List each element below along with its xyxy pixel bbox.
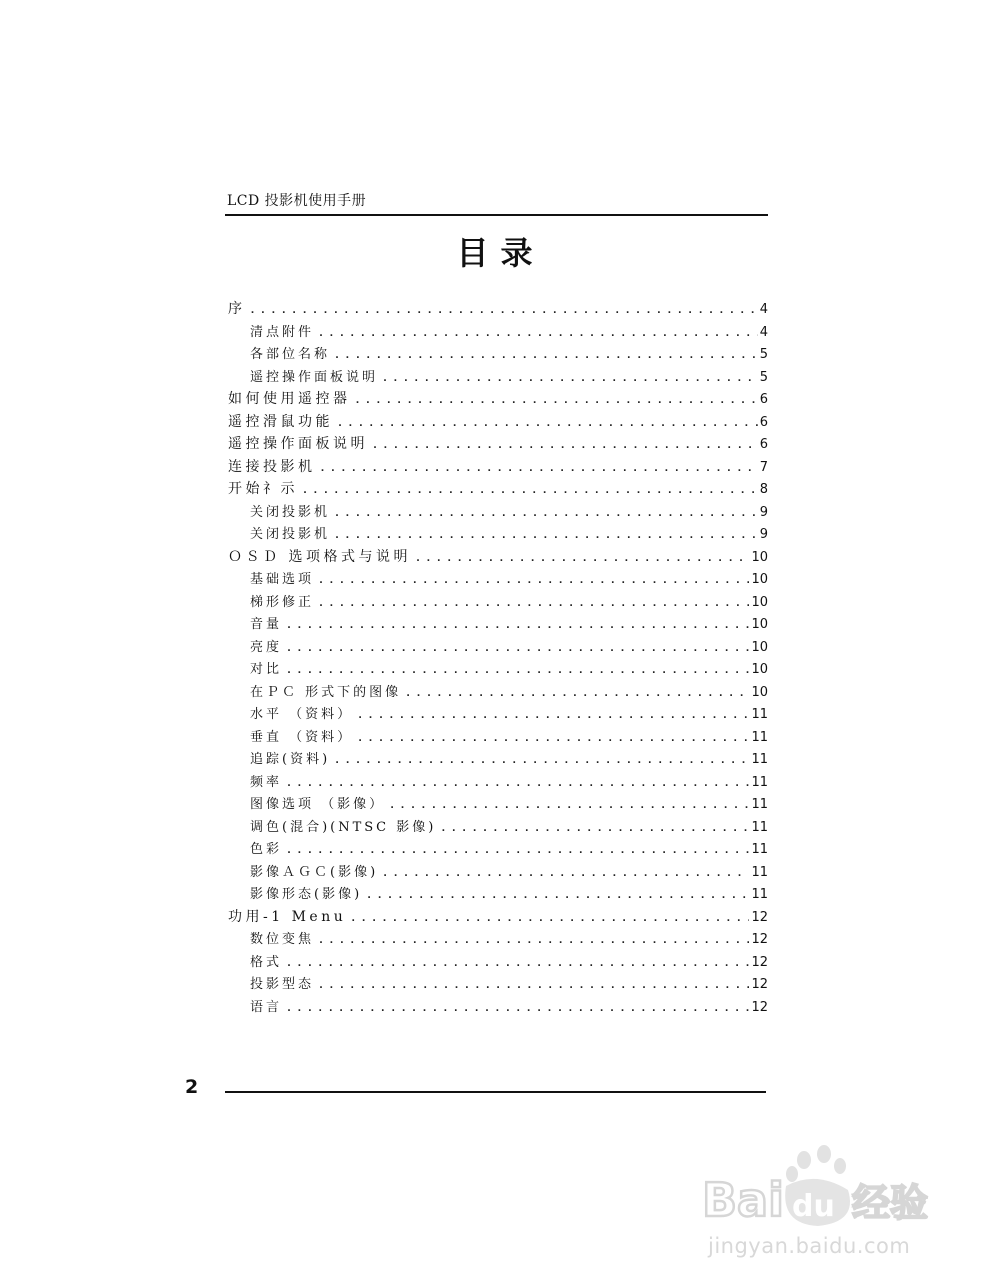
toc-entry-page: 12	[751, 999, 768, 1015]
toc-entry	[228, 883, 768, 906]
toc-entry-label: 音量	[250, 617, 283, 632]
svg-text:Bai: Bai	[702, 1173, 784, 1227]
toc-dot-leader	[250, 305, 758, 316]
header-rule	[225, 214, 768, 216]
toc-entry	[228, 523, 768, 546]
toc-entry-label: 如何使用遥控器	[228, 391, 351, 407]
toc-dot-leader	[318, 935, 749, 946]
toc-entry-page: 12	[751, 909, 768, 925]
toc-entry	[228, 636, 768, 659]
toc-entry	[228, 478, 768, 501]
toc-entry	[228, 411, 768, 434]
toc-dot-leader	[334, 508, 758, 519]
toc-entry	[228, 343, 768, 366]
toc-entry-page: 10	[751, 617, 768, 632]
toc-entry	[228, 928, 768, 951]
toc-entry-page: 7	[759, 459, 768, 475]
toc-entry-page: 11	[751, 842, 768, 857]
svg-text:经验: 经验	[852, 1181, 929, 1225]
toc-entry-label: 遥控滑鼠功能	[228, 413, 333, 430]
toc-entry	[228, 771, 768, 794]
toc-entry-page: 6	[759, 414, 768, 430]
toc-entry-page: 10	[751, 572, 768, 587]
page-title: 目录	[456, 234, 545, 272]
toc-dot-leader	[286, 643, 749, 654]
baidu-jingyan-watermark	[700, 1140, 940, 1260]
toc-entry-label: 图像选项 （影像）	[250, 797, 386, 812]
toc-dot-leader	[415, 553, 750, 564]
toc-entry	[228, 996, 768, 1019]
toc-entry-page: 5	[759, 369, 768, 385]
toc-entry-page: 4	[759, 324, 768, 340]
toc-entry	[228, 951, 768, 974]
toc-entry-page: 9	[759, 527, 768, 542]
toc-dot-leader	[334, 530, 758, 541]
toc-entry-page: 10	[751, 684, 768, 700]
toc-dot-leader	[286, 1003, 749, 1014]
watermark-url: jingyan.baidu.com	[708, 1234, 911, 1258]
toc-dot-leader	[286, 620, 749, 631]
toc-dot-leader	[372, 440, 758, 451]
toc-entry-label: 遥控操作面板说明	[228, 436, 368, 452]
toc-entry-page: 12	[751, 954, 768, 970]
toc-entry-page: 11	[751, 774, 768, 790]
baidu-logo-icon	[700, 1140, 940, 1232]
svg-text:du: du	[792, 1189, 835, 1224]
toc-entry-label: 序	[228, 301, 246, 317]
toc-entry	[228, 681, 768, 704]
toc-dot-leader	[350, 913, 749, 924]
toc-dot-leader	[318, 598, 749, 609]
toc-entry	[228, 838, 768, 861]
toc-entry-page: 11	[751, 707, 768, 722]
toc-entry-page: 10	[751, 639, 768, 655]
toc-entry-label: 在ＰＣ 形式下的图像	[250, 684, 402, 700]
toc-dot-leader	[357, 733, 749, 744]
toc-dot-leader	[405, 688, 749, 699]
toc-entry-page: 10	[751, 594, 768, 610]
toc-entry-label: ＯＳＤ 选项格式与说明	[228, 548, 411, 565]
toc-dot-leader	[286, 665, 749, 676]
table-of-contents	[228, 298, 768, 1018]
toc-dot-leader	[357, 710, 749, 721]
page-number: 2	[185, 1076, 199, 1098]
toc-entry	[228, 501, 768, 524]
toc-entry-page: 11	[751, 864, 768, 880]
toc-entry-page: 6	[759, 437, 768, 452]
toc-entry	[228, 321, 768, 344]
toc-entry-page: 12	[751, 932, 768, 947]
toc-entry	[228, 816, 768, 839]
toc-entry-label: 水平 （资料）	[250, 707, 354, 722]
toc-entry-label: 功用-1 Menu	[228, 908, 347, 925]
toc-entry	[228, 703, 768, 726]
toc-entry-label: 数位变焦	[250, 932, 315, 947]
toc-dot-leader	[382, 868, 749, 879]
toc-dot-leader	[337, 418, 758, 429]
toc-entry-page: 5	[759, 347, 768, 362]
toc-dot-leader	[286, 845, 749, 856]
toc-entry-page: 6	[759, 392, 768, 407]
toc-entry-label: 垂直 （资料）	[250, 729, 354, 745]
toc-dot-leader	[382, 373, 758, 384]
toc-entry-page: 8	[759, 482, 768, 497]
toc-entry	[228, 456, 768, 479]
toc-dot-leader	[440, 823, 749, 834]
toc-entry-label: 清点附件	[250, 324, 315, 340]
toc-entry-label: 遥控操作面板说明	[250, 369, 379, 385]
toc-entry	[228, 658, 768, 681]
toc-dot-leader	[334, 350, 758, 361]
toc-dot-leader	[318, 328, 758, 339]
toc-entry-page: 11	[751, 729, 768, 745]
toc-entry-label: 影像ＡＧＣ(影像)	[250, 864, 379, 880]
toc-dot-leader	[318, 980, 749, 991]
toc-entry	[228, 748, 768, 771]
toc-entry	[228, 568, 768, 591]
toc-entry-page: 11	[751, 797, 768, 812]
toc-entry	[228, 973, 768, 996]
toc-entry-page: 11	[751, 752, 768, 767]
toc-entry-label: 开始礻示	[228, 481, 298, 497]
toc-entry-page: 11	[751, 887, 768, 902]
toc-entry-label: 对比	[250, 662, 283, 677]
toc-entry	[228, 546, 768, 569]
toc-dot-leader	[389, 800, 749, 811]
toc-entry	[228, 298, 768, 321]
toc-entry	[228, 591, 768, 614]
toc-entry-label: 基础选项	[250, 572, 315, 587]
toc-entry	[228, 388, 768, 411]
toc-dot-leader	[320, 463, 758, 474]
running-header-title: LCD 投影机使用手册	[227, 193, 367, 209]
toc-dot-leader	[286, 958, 749, 969]
toc-entry	[228, 861, 768, 884]
footer-rule	[225, 1091, 766, 1093]
toc-entry-label: 关闭投影机	[250, 527, 331, 542]
toc-dot-leader	[355, 395, 758, 406]
toc-entry-page: 11	[751, 819, 768, 835]
toc-entry	[228, 906, 768, 929]
toc-entry-page: 10	[751, 662, 768, 677]
toc-entry	[228, 726, 768, 749]
toc-entry	[228, 793, 768, 816]
toc-entry-label: 格式	[250, 954, 283, 970]
toc-entry	[228, 613, 768, 636]
toc-dot-leader	[286, 778, 749, 789]
toc-dot-leader	[302, 485, 758, 496]
toc-entry-label: 调色(混合)(NTSC 影像)	[250, 819, 437, 835]
toc-entry-page: 9	[759, 504, 768, 520]
toc-entry-label: 亮度	[250, 639, 283, 655]
toc-entry-page: 10	[751, 549, 768, 565]
toc-entry-label: 影像形态(影像)	[250, 887, 363, 902]
toc-entry-page: 12	[751, 977, 768, 992]
toc-entry-label: 关闭投影机	[250, 504, 331, 520]
toc-dot-leader	[318, 575, 749, 586]
toc-entry	[228, 366, 768, 389]
toc-dot-leader	[366, 890, 749, 901]
toc-entry-label: 各部位名称	[250, 347, 331, 362]
toc-entry-page: 4	[759, 302, 768, 317]
toc-entry-label: 梯形修正	[250, 594, 315, 610]
toc-entry-label: 追踪(资料)	[250, 752, 331, 767]
toc-dot-leader	[334, 755, 749, 766]
toc-entry-label: 投影型态	[250, 977, 315, 992]
toc-entry-label: 频率	[250, 774, 283, 790]
toc-entry-label: 连接投影机	[228, 458, 316, 475]
toc-entry-label: 语言	[250, 999, 283, 1015]
toc-entry-label: 色彩	[250, 842, 283, 857]
toc-entry	[228, 433, 768, 456]
